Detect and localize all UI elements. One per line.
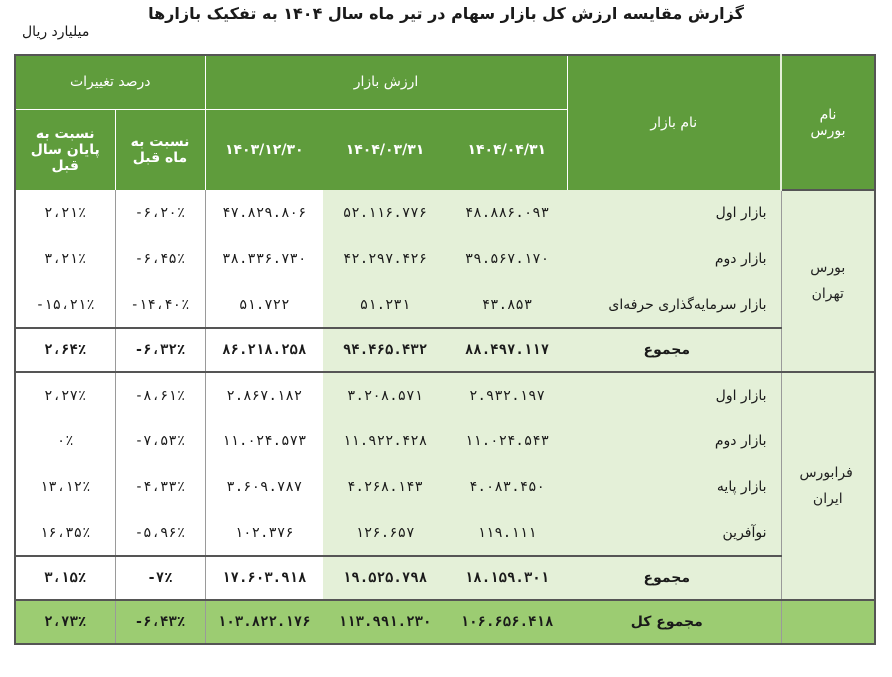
value-date-3: ۱۰۳.۸۲۲.۱۷۶ [205,600,323,644]
change-vs-month: -۱۴،۴۰٪ [115,282,205,328]
change-vs-month: -۷،۵۳٪ [115,418,205,464]
value-date-2: ۳.۲۰۸.۵۷۱ [323,372,447,418]
value-date-3: ۲.۸۶۷.۱۸۲ [205,372,323,418]
change-vs-year: ۲،۶۴٪ [15,328,115,372]
exchange-name [781,190,875,372]
value-date-1: ۱۱.۰۲۴.۵۴۳ [447,418,567,464]
market-name: بازار پایه [567,464,781,510]
market-name: بازار اول [567,372,781,418]
value-date-3: ۱۰۲.۳۷۶ [205,510,323,556]
change-vs-year: ۲،۷۳٪ [15,600,115,644]
value-date-2: ۱۱۳.۹۹۱.۲۳۰ [323,600,447,644]
header-exchange: نام بورس [781,55,875,190]
value-date-2: ۱۹.۵۲۵.۷۹۸ [323,556,447,600]
grand-total-exchange-cell [781,600,875,644]
market-name: مجموع کل [567,600,781,644]
market-name: مجموع [567,556,781,600]
change-vs-month: -۶،۴۳٪ [115,600,205,644]
market-name: بازار سرمایه‌گذاری حرفه‌ای [567,282,781,328]
total-row [15,556,875,600]
header-date-2: ۱۴۰۴/۰۳/۳۱ [323,109,447,190]
value-date-2: ۱۱.۹۲۲.۴۲۸ [323,418,447,464]
value-date-1: ۱۰۶.۶۵۶.۴۱۸ [447,600,567,644]
market-value-table [14,54,876,645]
value-date-3: ۳۸.۳۳۶.۷۳۰ [205,236,323,282]
value-date-1: ۴۳.۸۵۳ [447,282,567,328]
header-change-group: درصد تغییرات [15,55,205,109]
change-vs-month: -۶،۴۵٪ [115,236,205,282]
change-vs-month: -۶،۲۰٪ [115,190,205,236]
value-date-2: ۱۲۶.۶۵۷ [323,510,447,556]
value-date-3: ۵۱.۷۲۲ [205,282,323,328]
exchange-label: فرابورس ایران [799,465,853,507]
value-date-1: ۴.۰۸۳.۴۵۰ [447,464,567,510]
value-date-1: ۳۹.۵۶۷.۱۷۰ [447,236,567,282]
market-name: مجموع [567,328,781,372]
value-date-3: ۴۷.۸۲۹.۸۰۶ [205,190,323,236]
value-date-1: ۴۸.۸۸۶.۰۹۳ [447,190,567,236]
report-title: گزارش مقایسه ارزش کل بازار سهام در تیر ماه سال ۱۴۰۴ به تفکیک بازارها [148,4,744,23]
change-vs-month: -۸،۶۱٪ [115,372,205,418]
value-date-2: ۵۱.۲۳۱ [323,282,447,328]
value-date-3: ۳.۶۰۹.۷۸۷ [205,464,323,510]
table-row [15,372,875,418]
market-name: نوآفرین [567,510,781,556]
market-name: بازار دوم [567,236,781,282]
header-vs-year: نسبت به پایان سال قبل [15,109,115,190]
change-vs-month: -۵،۹۶٪ [115,510,205,556]
header-market: نام بازار [567,55,781,190]
value-date-3: ۱۷.۶۰۳.۹۱۸ [205,556,323,600]
table-row [15,418,875,464]
value-date-2: ۴۲.۲۹۷.۴۲۶ [323,236,447,282]
table-row [15,282,875,328]
table-row [15,190,875,236]
change-vs-year: -۱۵،۲۱٪ [15,282,115,328]
header-value-group: ارزش بازار [205,55,567,109]
change-vs-year: ۲،۲۷٪ [15,372,115,418]
grand-total-row [15,600,875,644]
value-date-3: ۱۱.۰۲۴.۵۷۳ [205,418,323,464]
market-name: بازار دوم [567,418,781,464]
change-vs-month: -۶،۳۲٪ [115,328,205,372]
change-vs-year: ۱۶،۳۵٪ [15,510,115,556]
value-date-2: ۵۲.۱۱۶.۷۷۶ [323,190,447,236]
change-vs-year: ۳،۲۱٪ [15,236,115,282]
market-name: بازار اول [567,190,781,236]
value-date-1: ۲.۹۳۲.۱۹۷ [447,372,567,418]
value-date-1: ۱۱۹.۱۱۱ [447,510,567,556]
table-row [15,464,875,510]
exchange-name [781,372,875,600]
value-date-1: ۸۸.۴۹۷.۱۱۷ [447,328,567,372]
unit-label: میلیارد ریال [22,24,90,40]
header-date-3: ۱۴۰۳/۱۲/۳۰ [205,109,323,190]
table-row [15,236,875,282]
change-vs-year: ۱۳،۱۲٪ [15,464,115,510]
change-vs-year: ۲،۲۱٪ [15,190,115,236]
table-row [15,510,875,556]
change-vs-month: -۷٪ [115,556,205,600]
exchange-label: بورس تهران [810,260,846,302]
header-date-1: ۱۴۰۴/۰۴/۳۱ [447,109,567,190]
value-date-1: ۱۸.۱۵۹.۳۰۱ [447,556,567,600]
value-date-2: ۴.۲۶۸.۱۴۳ [323,464,447,510]
change-vs-year: ۰٪ [15,418,115,464]
change-vs-year: ۳،۱۵٪ [15,556,115,600]
header-vs-month: نسبت به ماه قبل [115,109,205,190]
total-row [15,328,875,372]
change-vs-month: -۴،۳۳٪ [115,464,205,510]
value-date-2: ۹۴.۴۶۵.۴۳۲ [323,328,447,372]
value-date-3: ۸۶.۲۱۸.۲۵۸ [205,328,323,372]
